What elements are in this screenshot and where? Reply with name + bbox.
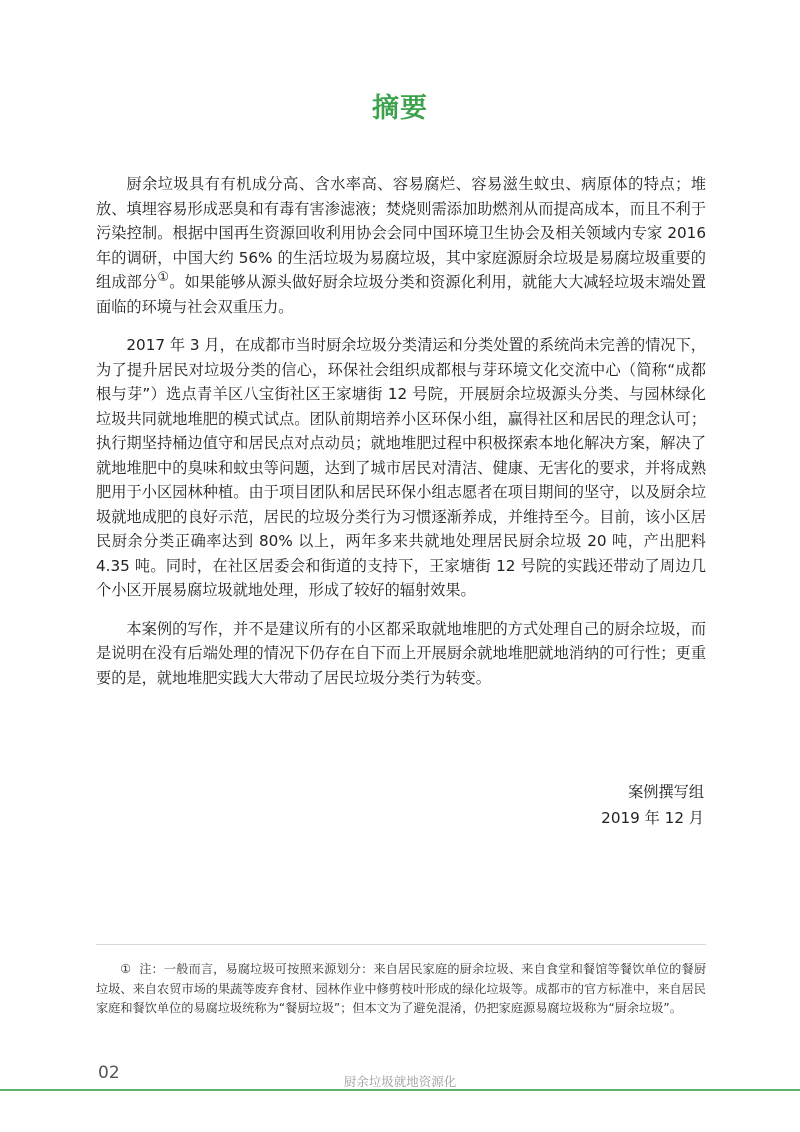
page-title: 摘要 <box>372 93 428 124</box>
footnote-marker: ① <box>120 962 132 976</box>
footnote-reference[interactable]: ① <box>157 269 170 285</box>
paragraph-1-text-b: 。如果能够从源头做好厨余垃圾分类和资源化利用，就能大大减轻垃圾末端处置面临的环境与社会双重压力。 <box>96 273 707 316</box>
abstract-body <box>96 172 706 704</box>
paragraph-2: 2017 年 3 月，在成都市当时厨余垃圾分类清运和分类处置的系统尚未完善的情况下，为了提升居民对垃圾分类的信心，环保社会组织成都根与芽环境文化交流中心（简称“成都根与芽”）选点青羊区八宝街社区王家塘街 12 号院，开展厨余垃圾源头分类、与园林绿化垃圾共同就地堆肥的模式试点。团队前期培养小区环保小组，赢得社区和居民的理念认可；执行期坚持桶边值守和居民点对点动员；就地堆肥过程中积极探索本地化解决方案，解决了就地堆肥中的臭味和蚊虫等问题，达到了城市居民对清洁、健康、无害化的要求，并将成熟肥用于小区园林种植。由于项目团队和居民环保小组志愿者在项目期间的坚守，以及厨余垃圾就地成肥的良好示范，居民的垃圾分类行为习惯逐渐养成，并维持至今。目前，该小区居民厨余分类正确率达到 80% 以上，两年多来共就地处理居民厨余垃圾 20 吨，产出肥料 4.35 吨。同时，在社区居委会和街道的支持下，王家塘街 12 号院的实践还带动了周边几个小区开展易腐垃圾就地处理，形成了较好的辐射效果。 <box>96 336 706 599</box>
page-number: 02 <box>98 1063 120 1083</box>
footnote-text: 注：一般而言，易腐垃圾可按照来源划分：来自居民家庭的厨余垃圾、来自食堂和餐馆等餐饮单位的餐厨垃圾、来自农贸市场的果蔬等废弃食材、园林作业中修剪枝叶形成的绿化垃圾等。成都市的官方标准中，来自居民家庭和餐饮单位的易腐垃圾统称为“餐厨垃圾”；但本文为了避免混淆，仍把家庭源易腐垃圾称为“厨余垃圾”。 <box>96 962 707 1015</box>
footnote-divider <box>96 944 706 945</box>
paragraph-1 <box>96 172 706 319</box>
footer-title: 厨余垃圾就地资源化 <box>343 1074 457 1089</box>
signature-author: 案例撰写组 <box>628 783 704 801</box>
signature-block <box>601 779 704 831</box>
footnote <box>96 960 706 1019</box>
paragraph-3: 本案例的写作，并不是建议所有的小区都采取就地堆肥的方式处理自己的厨余垃圾，而是说明在没有后端处理的情况下仍存在自下而上开展厨余就地堆肥就地消纳的可行性；更重要的是，就地堆肥实践大大带动了居民垃圾分类行为转变。 <box>96 619 706 687</box>
signature-date: 2019 年 12 月 <box>601 809 704 827</box>
footer-line <box>0 1089 800 1091</box>
paragraph-1-text-a: 厨余垃圾具有有机成分高、含水率高、容易腐烂、容易滋生蚊虫、病原体的特点；堆放、填埋容易形成恶臭和有毒有害渗滤液；焚烧则需添加助燃剂从而提高成本，而且不利于污染控制。根据中国再生资源回收利用协会会同中国环境卫生协会及相关领域内专家 2016 年的调研，中国大约 56% 的生活垃圾为易腐垃圾，其中家庭源厨余垃圾是易腐垃圾重要的组成部分 <box>96 175 706 291</box>
